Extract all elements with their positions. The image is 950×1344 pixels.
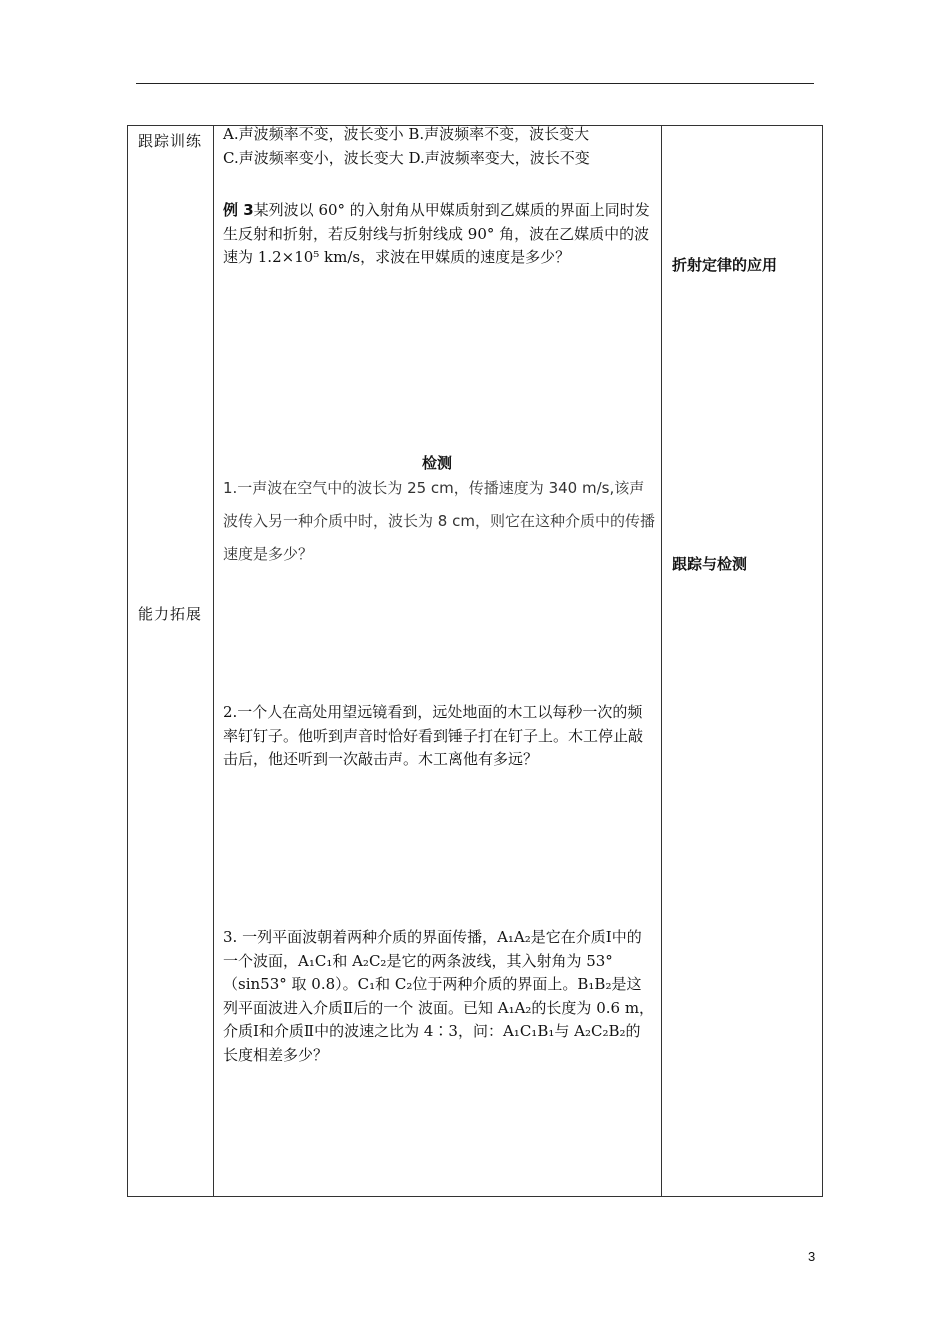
question-2: 2.一个人在高处用望远镜看到，远处地面的木工以每秒一次的频率钉钉子。他听到声音时恰好看到锤子打在钉子上。木工停止敲击后，他还听到一次敲击声。木工离他有多远？ xyxy=(223,703,644,768)
answer-options xyxy=(223,123,655,170)
header-rule xyxy=(136,83,814,84)
example-3 xyxy=(223,199,655,270)
label-tracking-training: 跟踪训练 xyxy=(138,132,203,150)
question-3: 3. 一列平面波朝着两种介质的界面传播，A₁A₂是它在介质Ⅰ中的一个波面，A₁C₁和 A₂C₂是它的两条波线，其入射角为 53°（sin53° 取 0.8）。C₁和 C₂位于两种介质的界面上。B₁B₂是这列平面波进入介质Ⅱ后的一个 波面。已知 A₁A₂的长度为 0.6 m，介质Ⅰ和介质Ⅱ中的波速之比为 4∶3，问：A₁C₁B₁与 A₂C₂B₂的长度相差多少？ xyxy=(223,928,655,1064)
label-ability-extension: 能力拓展 xyxy=(138,605,203,623)
detection-title: 检测 xyxy=(421,454,452,472)
options-line-1: A.声波频率不变，波长变小 B.声波频率不变，波长变大 xyxy=(223,125,590,143)
question-1: 1.一声波在空气中的波长为 25 cm，传播速度为 340 m/s,该声波传入另一种介质中时，波长为 8 cm，则它在这种介质中的传播速度是多少？ xyxy=(223,479,655,563)
page-number: 3 xyxy=(808,1249,816,1264)
left-label-column xyxy=(128,126,214,1197)
right-label-column xyxy=(662,126,823,1197)
example-3-label: 例 3 xyxy=(223,201,254,219)
label-refraction-application: 折射定律的应用 xyxy=(672,256,778,274)
content-column xyxy=(214,126,662,1197)
lesson-table xyxy=(127,125,823,1197)
options-line-2: C.声波频率变小，波长变大 D.声波频率变大，波长不变 xyxy=(223,148,590,167)
label-tracking-detection: 跟踪与检测 xyxy=(672,555,748,573)
example-3-text: 某列波以 60° 的入射角从甲媒质射到乙媒质的界面上同时发生反射和折射，若反射线与折射线成 90° 角，波在乙媒质中的波速为 1.2×10⁵ km/s，求波在甲媒质的速度是多少？ xyxy=(223,201,650,266)
